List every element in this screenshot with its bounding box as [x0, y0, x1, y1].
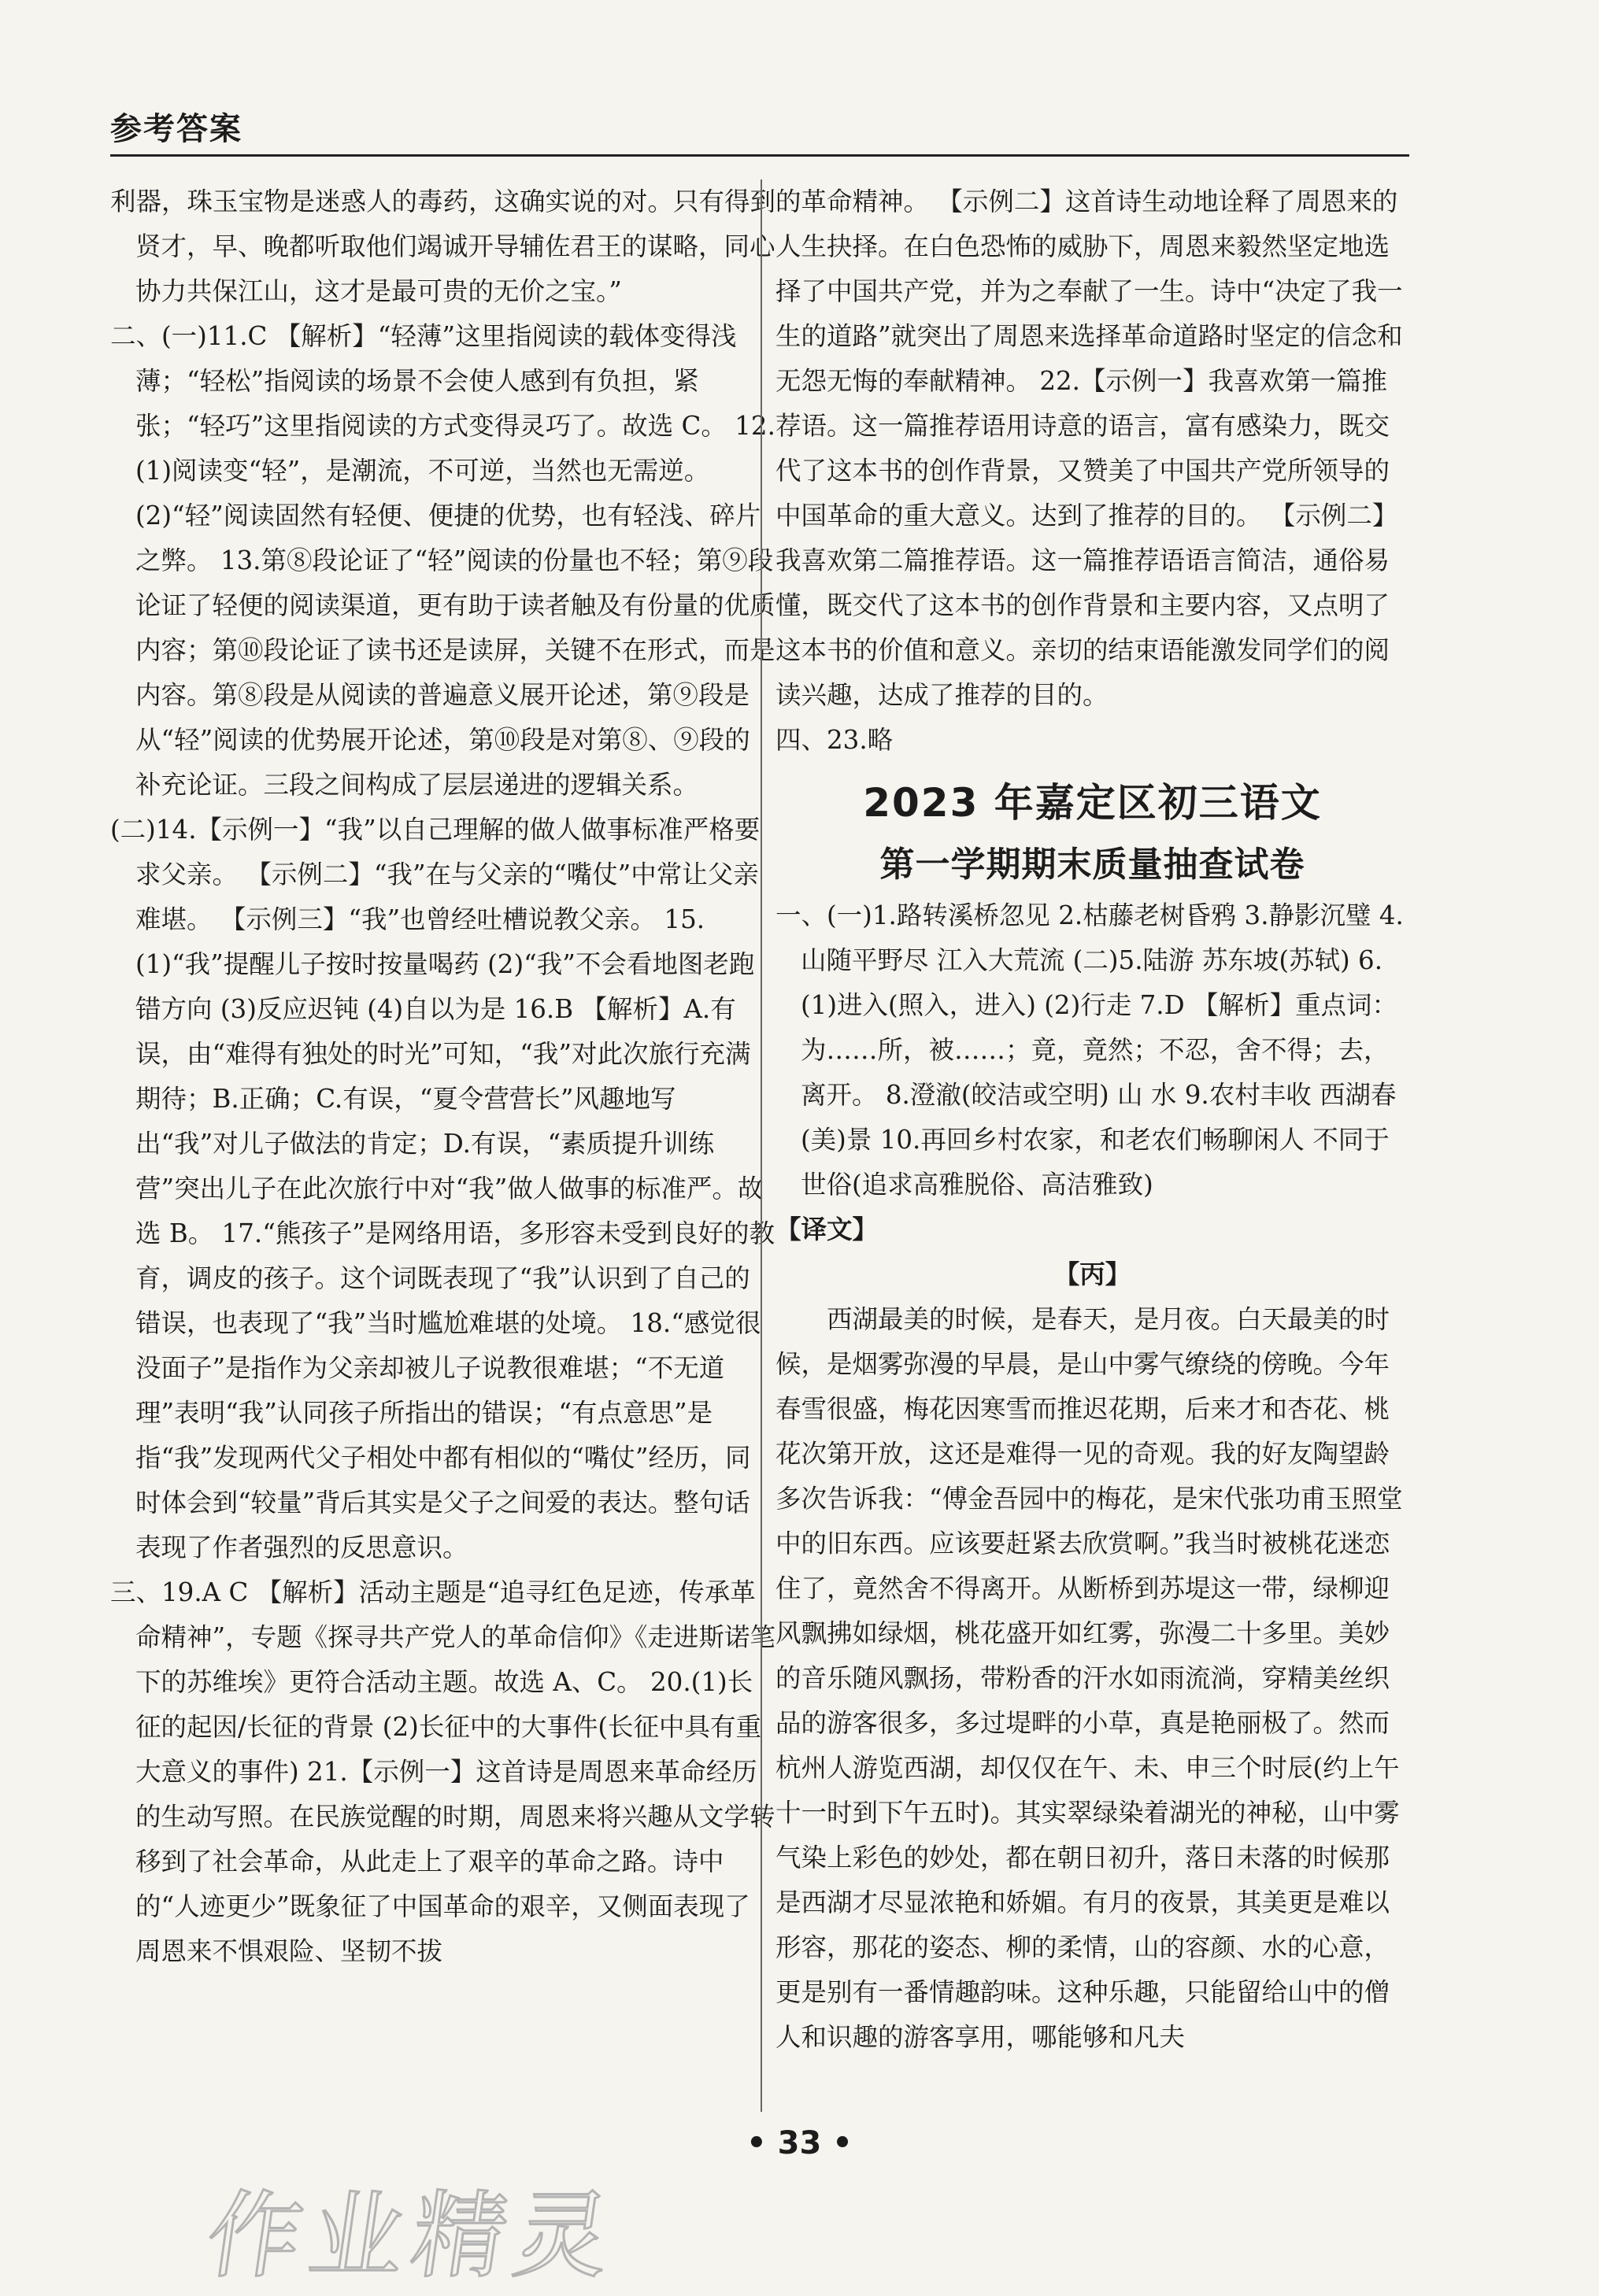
exam-title-line2: 第一学期期末质量抽查试卷: [879, 845, 1305, 885]
left-paragraph-3: (二)14.【示例一】“我”以自己理解的做人做事标准严格要求父亲。 【示例二】“我”在与父亲的“嘴仗”中常让父亲难堪。 【示例三】“我”也曾经吐槽说教父亲。 15.(1)“我”提醒儿子按时按量喝药 (2)“我”不会看地图老跑错方向 (3)反应迟钝 (4)自以为是 16.B 【解析】A.有误，由“难得有独处的时光”可知，“我”对此次旅行充满期待；B.正确；C.有误，“夏令营营长”风趣地写出“我”对儿子做法的肯定；D.有误，“素质提升训练营”突出儿子在此次旅行中对“我”做人做事的标准严。故选 B。 17.“熊孩子”是网络用语，多形容未受到良好的教育，调皮的孩子。这个词既表现了“我”认识到了自己的错误，也表现了“我”当时尴尬难堪的处境。 18.“感觉很没面子”是指作为父亲却被儿子说教很难堪；“不无道理”表明“我”认同孩子所指出的错误；“有点意思”是指“我”发现两代父子相处中都有相似的“嘴仗”经历，同时体会到“较量”背后其实是父子之间爱的表达。整句话表现了作者强烈的反思意识。: [110, 815, 775, 1562]
translation-label: 【译文】: [775, 1215, 879, 1244]
page-header-title: 参考答案: [110, 111, 242, 147]
page-number: • 33 •: [746, 2125, 853, 2161]
left-paragraph-2: 二、(一)11.C 【解析】“轻薄”这里指阅读的载体变得浅薄；“轻松”指阅读的场景不会使人感到有负担，紧张；“轻巧”这里指阅读的方式变得灵巧了。故选 C。 12.(1)阅读变“轻”，是潮流，不可逆，当然也无需逆。 (2)“轻”阅读固然有轻便、便捷的优势，也有轻浅、碎片之弊。 13.第⑧段论证了“轻”阅读的份量也不轻；第⑨段论证了轻便的阅读渠道，更有助于读者触及有份量的优质内容；第⑩段论证了读书还是读屏，关键不在形式，而是内容。第⑧段是从阅读的普遍意义展开论述，第⑨段是从“轻”阅读的优势展开论述，第⑩段是对第⑧、⑨段的补充论证。三段之间构成了层层递进的逻辑关系。: [110, 321, 775, 800]
item-four: 四、23.略: [775, 725, 894, 755]
watermark-logo: 作业精灵: [199, 2182, 625, 2291]
right-column: [775, 179, 1409, 2060]
exam-title-line1: 2023 年嘉定区初三语文: [863, 780, 1322, 826]
translation-text: 西湖最美的时候，是春天，是月夜。白天最美的时候，是烟雾弥漫的早晨，是山中雾气缭绕的傍晚。今年春雪很盛，梅花因寒雪而推迟花期，后来才和杏花、桃花次第开放，这还是难得一见的奇观。我的好友陶望龄多次告诉我：“傅金吾园中的梅花，是宋代张功甫玉照堂中的旧东西。应该要赶紧去欣赏啊。”我当时被桃花迷恋住了，竟然舍不得离开。从断桥到苏堤这一带，绿柳迎风飘拂如绿烟，桃花盛开如红雾，弥漫二十多里。美妙的音乐随风飘扬，带粉香的汗水如雨流淌，穿精美丝织品的游客很多，多过堤畔的小草，真是艳丽极了。然而杭州人游览西湖，却仅仅在午、未、申三个时辰(约上午十一时到下午五时)。其实翠绿染着湖光的神秘，山中雾气染上彩色的妙处，都在朝日初升，落日未落的时候那是西湖才尽显浓艳和娇媚。有月的夜景，其美更是难以形容，那花的姿态、柳的柔情，山的容颜、水的心意，更是别有一番情趣韵味。这种乐趣，只能留给山中的僧人和识趣的游客享用，哪能够和凡夫: [775, 1304, 1403, 2052]
left-paragraph-4: 三、19.A C 【解析】活动主题是“追寻红色足迹，传承革命精神”，专题《探寻共产党人的革命信仰》《走进斯诺笔下的苏维埃》更符合活动主题。故选 A、C。 20.(1)长征的起因/长征的背景 (2)长征中的大事件(长征中具有重大意义的事件) 21.【示例一】这首诗是周恩来革命经历的生动写照。在民族觉醒的时期，周恩来将兴趣从文学转移到了社会革命，从此走上了艰辛的革命之路。诗中的“人迹更少”既象征了中国革命的艰辛，又侧面表现了周恩来不惧艰险、坚韧不拔: [110, 1577, 775, 1966]
exam-answers: 一、(一)1.路转溪桥忽见 2.枯藤老树昏鸦 3.静影沉璧 4.山随平野尽 江入大荒流 (二)5.陆游 苏东坡(苏轼) 6.(1)进入(照入，进入) (2)行走 7.D 【解析】重点词：为……所，被……；竟，竟然；不忍，舍不得；去，离开。 8.澄澈(皎洁或空明) 山 水 9.农村丰收 西湖春(美)景 10.再回乡村农家，和老农们畅聊闲人 不同于世俗(追求高雅脱俗、高洁雅致): [775, 900, 1404, 1200]
right-continuation: 的革命精神。 【示例二】这首诗生动地诠释了周恩来的人生抉择。在白色恐怖的威胁下，周恩来毅然坚定地选择了中国共产党，并为之奉献了一生。诗中“决定了我一生的道路”就突出了周恩来选择革命道路时坚定的信念和无怨无悔的奉献精神。 22.【示例一】我喜欢第一篇推荐语。这一篇推荐语用诗意的语言，富有感染力，既交代了这本书的创作背景，又赞美了中国共产党所领导的中国革命的重大意义。达到了推荐的目的。 【示例二】我喜欢第二篇推荐语。这一篇推荐语语言简洁，通俗易懂，既交代了这本书的创作背景和主要内容，又点明了这本书的价值和意义。亲切的结束语能激发同学们的阅读兴趣，达成了推荐的目的。: [775, 187, 1403, 710]
left-column: [110, 179, 775, 1974]
bing-label: 【丙】: [1053, 1259, 1131, 1289]
header-rule: [110, 154, 1409, 157]
left-paragraph-1: 利器，珠玉宝物是迷惑人的毒药，这确实说的对。只有得到贤才，早、晚都听取他们竭诚开导辅佐君王的谋略，同心协力共保江山，这才是最可贵的无价之宝。”: [110, 187, 776, 306]
column-divider: [761, 179, 762, 2112]
